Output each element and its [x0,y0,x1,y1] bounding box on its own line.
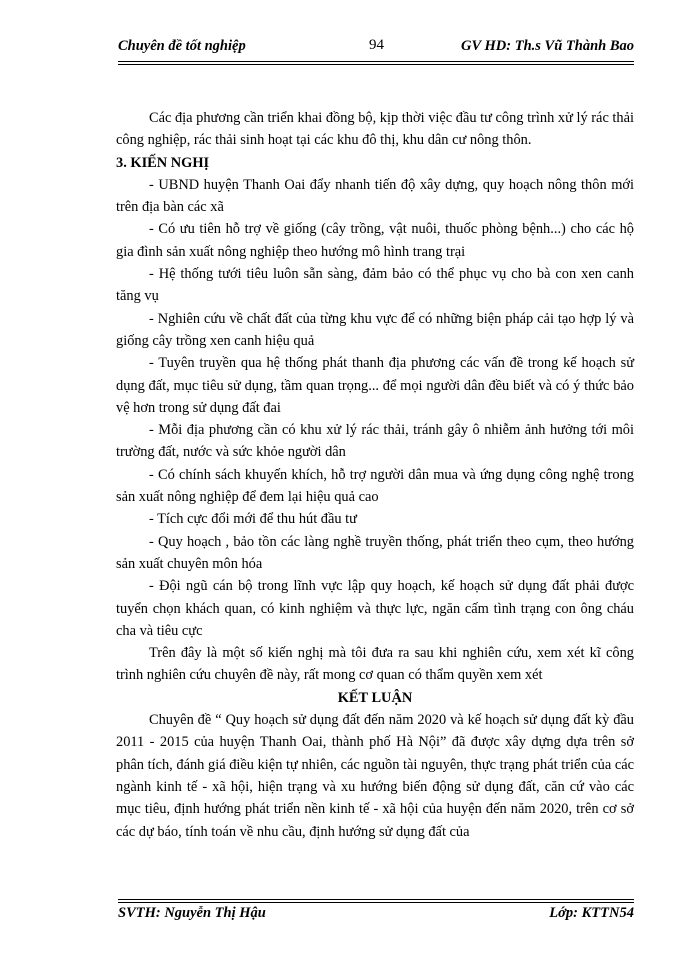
conclusion-paragraph: Chuyên đề “ Quy hoạch sử dụng đất đến năm 2020 và kế hoạch sử dụng đất kỳ đầu 2011 - 2015 của huyện Thanh Oai, thành phố Hà Nội” đã được xây dựng dựa trên sở phân tích, đánh giá điều kiện tự nhiên, các nguồn tài nguyên, thực trạng phát triển của các ngành kinh tế - xã hội, hiện trạng và xu hướng biến động sử dụng đất, căn cứ vào các mục tiêu, định hướng phát triển nền kinh tế - xã hội của huyện đến năm 2020, trên cơ sở các dự báo, tính toán về nhu cầu, định hướng sử dụng đất của [116,712,634,840]
recommendation-item: - Quy hoạch , bảo tồn các làng nghề truyền thống, phát triển theo cụm, theo hướng sản xuất chuyên môn hóa [116,533,634,572]
recommendation-item: - Mỗi địa phương cần có khu xử lý rác thải, tránh gây ô nhiễm ảnh hưởng tới môi trường đất, nước và sức khỏe người dân [116,422,634,461]
header-thesis-title: Chuyên đề tốt nghiệp [118,38,246,54]
conclusion-heading: KẾT LUẬN [337,689,413,706]
header-divider [118,61,634,62]
footer-student: SVTH: Nguyễn Thị Hậu [118,905,266,921]
recommendation-item: - Nghiên cứu về chất đất của từng khu vực để có những biện pháp cải tạo hợp lý và giống cây trồng xen canh hiệu quả [116,310,634,349]
footer-divider [118,902,634,903]
header-advisor: GV HD: Th.s Vũ Thành Bao [461,38,634,54]
footer-divider-thin [118,899,634,900]
page-footer [118,905,634,929]
section-heading-recommendations: 3. KIẾN NGHỊ [116,154,210,171]
footer-class: Lớp: KTTN54 [549,905,634,921]
document-body [116,107,634,843]
recommendation-item: - Có chính sách khuyến khích, hỗ trợ người dân mua và ứng dụng công nghệ trong sản xuất nông nghiệp để đem lại hiệu quả cao [116,466,634,506]
recommendation-item: - UBND huyện Thanh Oai đẩy nhanh tiến độ xây dựng, quy hoạch nông thôn mới trên địa bàn các xã [116,176,634,216]
page-number: 94 [369,37,384,53]
intro-paragraph: Các địa phương cần triển khai đồng bộ, kịp thời việc đầu tư công trình xử lý rác thải công nghiệp, rác thải sinh hoạt tại các khu đô thị, khu dân cư nông thôn. [116,110,635,149]
closing-paragraph: Trên đây là một số kiến nghị mà tôi đưa ra sau khi nghiên cứu, xem xét kĩ công trình nghiên cứu chuyên đề này, rất mong cơ quan có thẩm quyền xem xét [116,645,634,684]
recommendation-item: - Có ưu tiên hỗ trợ về giống (cây trồng, vật nuôi, thuốc phòng bệnh...) cho các hộ gia đình sản xuất nông nghiệp theo hướng mô hình trang trại [116,221,634,260]
recommendation-item: - Tích cực đổi mới để thu hút đầu tư [149,511,357,528]
header-divider-thin [118,64,634,65]
recommendation-item: - Tuyên truyền qua hệ thống phát thanh địa phương các vấn đề trong kế hoạch sử dụng đất, mục tiêu sử dụng, tầm quan trọng... để mọi người dân đều biết và có ý thức bảo vệ hơn trong sử dụng đất đai [116,355,634,416]
recommendation-item: - Hệ thống tưới tiêu luôn sẵn sàng, đảm bảo có thể phục vụ cho bà con xen canh tăng vụ [116,266,634,305]
recommendation-item: - Đội ngũ cán bộ trong lĩnh vực lập quy hoạch, kế hoạch sử dụng đất phải được tuyển chọn khách quan, có kinh nghiệm và thực lực, ngăn cấm tình trạng con ông cháu cha và tiêu cực [116,578,634,639]
